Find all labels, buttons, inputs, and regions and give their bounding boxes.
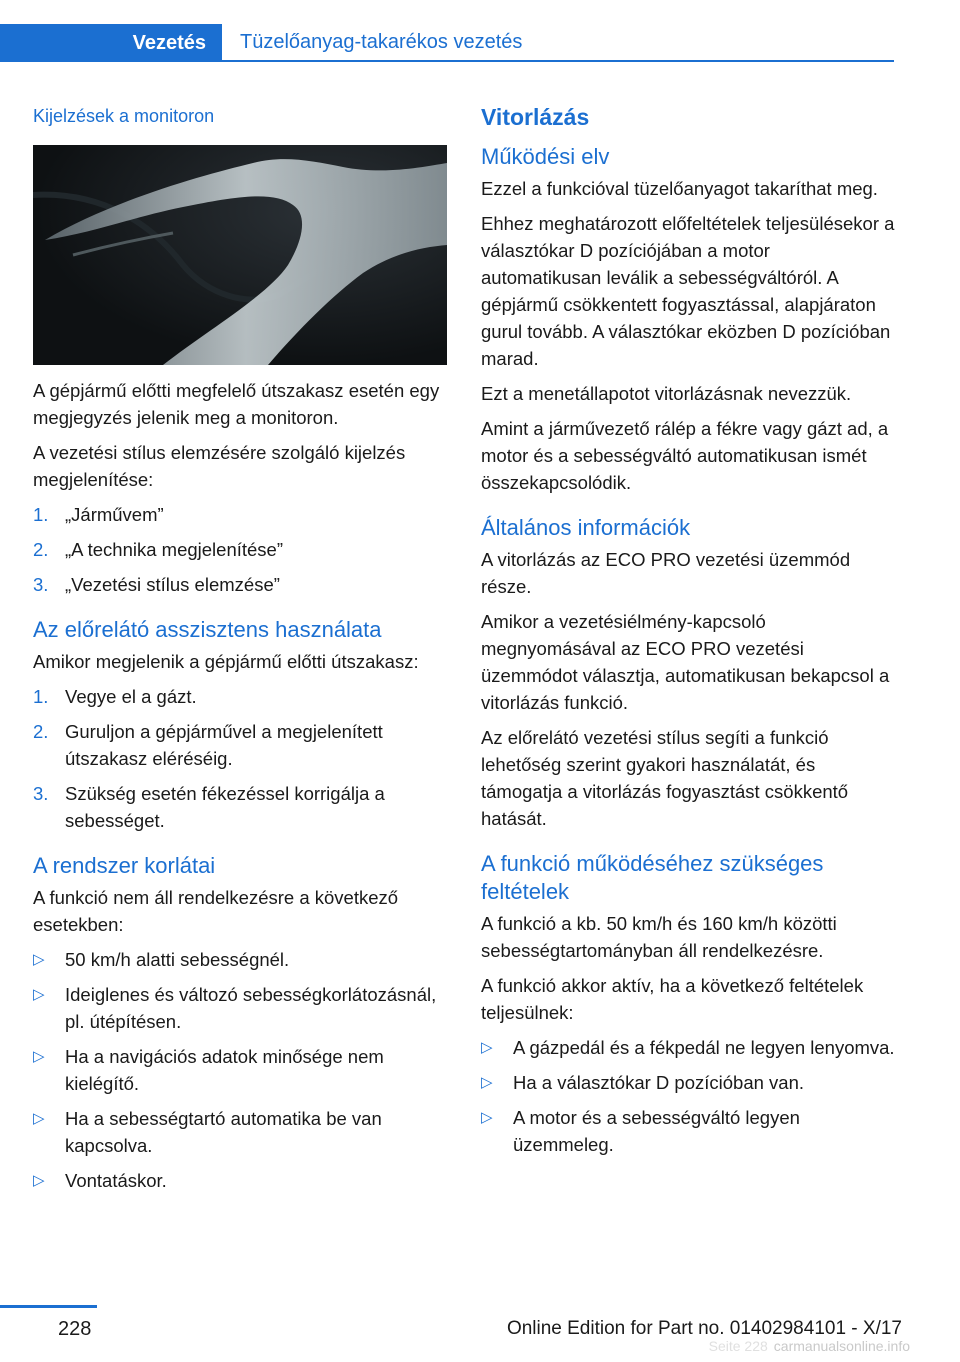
general-info-heading: Általános információk xyxy=(481,515,691,540)
step-number: 2. xyxy=(33,539,49,560)
list-item xyxy=(33,536,449,563)
section-title-text: Tüzelőanyag-takarékos vezetés xyxy=(240,30,523,53)
triangle-bullet-icon: ▷ xyxy=(33,951,45,968)
principle-paragraph-1: Ezzel a funkcióval tüzelőanyagot takaríthat meg. xyxy=(481,178,878,199)
list-item xyxy=(33,946,449,973)
footer-accent-line xyxy=(0,1305,97,1308)
monitor-displays-heading: Kijelzések a monitoron xyxy=(33,106,215,126)
list-item xyxy=(33,981,449,1035)
assistant-intro-paragraph: Amikor megjelenik a gépjármű előtti útszakasz: xyxy=(33,651,419,672)
header-tab-vezetes xyxy=(0,24,222,62)
limit-text: 50 km/h alatti sebességnél. xyxy=(65,949,290,970)
road-graphic-figure xyxy=(33,145,447,365)
step-text: „Járművem” xyxy=(65,504,164,525)
watermark-site: carmanualsonline.info xyxy=(773,1338,910,1354)
header-section-title xyxy=(222,24,894,62)
list-item xyxy=(33,1043,449,1097)
triangle-bullet-icon: ▷ xyxy=(33,1048,45,1065)
limit-text: Ha a navigációs adatok minősége nem kielégítő. xyxy=(65,1046,384,1094)
list-item xyxy=(33,1167,449,1194)
principle-paragraph-2: Ehhez meghatározott előfeltételek teljesülésekor a választókar D pozíciójában a motor automatikusan leválik a sebességváltóról. A gépjármű csökkentett fogyasztással, alapjáraton gurul tovább. A választókar eközben D pozícióban marad. xyxy=(481,213,895,369)
step-text: „A technika megjelenítése” xyxy=(65,539,284,560)
limit-text: Ha a sebességtartó automatika be van kapcsolva. xyxy=(65,1108,382,1156)
list-item xyxy=(33,683,449,710)
triangle-bullet-icon: ▷ xyxy=(481,1039,493,1056)
triangle-bullet-icon: ▷ xyxy=(33,1172,45,1189)
condition-text: Ha a választókar D pozícióban van. xyxy=(513,1072,805,1093)
step-number: 3. xyxy=(33,574,49,595)
principle-heading: Működési elv xyxy=(481,144,610,169)
requirements-heading: A funkció működéséhez szükséges feltételek xyxy=(481,851,824,904)
requirements-list xyxy=(481,1034,895,1158)
right-column xyxy=(481,100,895,1166)
principle-paragraph-3: Ezt a menetállapotot vitorlázásnak nevezzük. xyxy=(481,383,852,404)
list-item xyxy=(481,1069,895,1096)
watermark-page: Seite 228 xyxy=(708,1338,768,1354)
requirements-paragraph-2: A funkció akkor aktív, ha a következő feltételek teljesülnek: xyxy=(481,975,864,1023)
list-item xyxy=(33,718,449,772)
limit-text: Ideiglenes és változó sebességkorlátozásnál, pl. útépítésen. xyxy=(65,984,437,1032)
limits-list xyxy=(33,946,449,1194)
display-intro-paragraph: A vezetési stílus elemzésére szolgáló kijelzés megjelenítése: xyxy=(33,442,406,490)
list-item xyxy=(33,1105,449,1159)
left-column xyxy=(33,100,449,1202)
watermark-text xyxy=(709,1338,910,1354)
list-item xyxy=(481,1104,895,1158)
principle-paragraph-4: Amint a járművezető rálép a fékre vagy gázt ad, a motor és a sebességváltó automatikusan ismét összekapcsolódik. xyxy=(481,418,889,493)
general-paragraph-1: A vitorlázás az ECO PRO vezetési üzemmód része. xyxy=(481,549,851,597)
step-text: Szükség esetén fékezéssel korrigálja a sebességet. xyxy=(65,783,385,831)
triangle-bullet-icon: ▷ xyxy=(33,1110,45,1127)
list-item xyxy=(33,501,449,528)
triangle-bullet-icon: ▷ xyxy=(33,986,45,1003)
road-graphic xyxy=(33,145,447,365)
step-text: Vegye el a gázt. xyxy=(65,686,197,707)
header-tab-label: Vezetés xyxy=(132,31,206,54)
display-steps-list xyxy=(33,501,449,598)
triangle-bullet-icon: ▷ xyxy=(481,1074,493,1091)
assistant-steps-list xyxy=(33,683,449,834)
assistant-usage-heading: Az előrelátó asszisztens használata xyxy=(33,617,382,642)
step-number: 1. xyxy=(33,686,49,707)
list-item xyxy=(33,780,449,834)
general-paragraph-2: Amikor a vezetésiélmény-kapcsoló megnyomásával az ECO PRO vezetési üzemmódot választja, automatikusan bekapcsol a vitorlázás funkció. xyxy=(481,611,890,713)
step-number: 1. xyxy=(33,504,49,525)
step-text: Guruljon a gépjárművel a megjelenített útszakasz eléréséig. xyxy=(65,721,383,769)
list-item xyxy=(33,571,449,598)
page-number: 228 xyxy=(58,1318,92,1340)
requirements-paragraph-1: A funkció a kb. 50 km/h és 160 km/h közötti sebességtartományban áll rendelkezésre. xyxy=(481,913,837,961)
step-number: 3. xyxy=(33,783,49,804)
triangle-bullet-icon: ▷ xyxy=(481,1109,493,1126)
limits-intro-paragraph: A funkció nem áll rendelkezésre a következő esetekben: xyxy=(33,887,399,935)
general-paragraph-3: Az előrelátó vezetési stílus segíti a funkció lehetőség szerint gyakori használatát, és támogatja a vitorlázás fogyasztást csökkentő hatását. xyxy=(481,727,849,829)
condition-text: A gázpedál és a fékpedál ne legyen lenyomva. xyxy=(513,1037,895,1058)
step-number: 2. xyxy=(33,721,49,742)
coasting-title: Vitorlázás xyxy=(481,104,590,130)
condition-text: A motor és a sebességváltó legyen üzemmeleg. xyxy=(513,1107,800,1155)
list-item xyxy=(481,1034,895,1061)
system-limits-heading: A rendszer korlátai xyxy=(33,853,216,878)
edition-text: Online Edition for Part no. 01402984101 - X/17 xyxy=(506,1318,902,1339)
monitor-note-paragraph: A gépjármű előtti megfelelő útszakasz esetén egy megjegyzés jelenik meg a monitoron. xyxy=(33,380,440,428)
step-text: „Vezetési stílus elemzése” xyxy=(65,574,280,595)
limit-text: Vontatáskor. xyxy=(65,1170,167,1191)
